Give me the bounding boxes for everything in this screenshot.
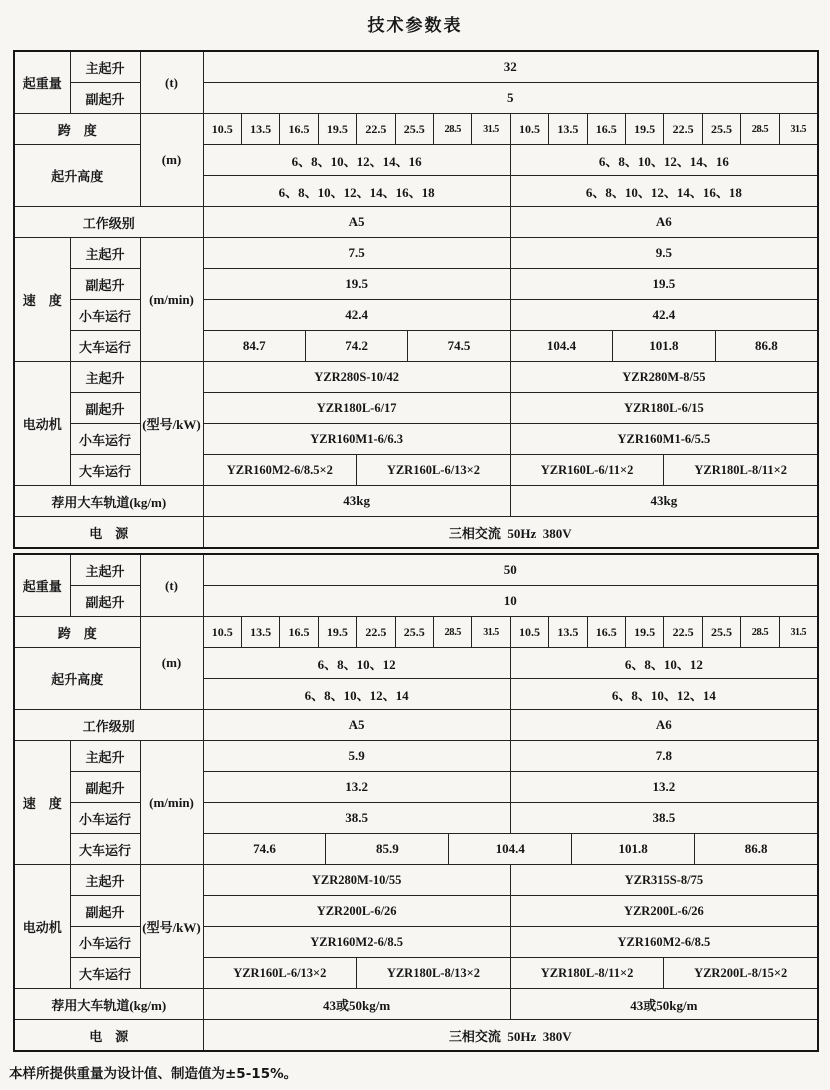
label-rail: 荐用大车轨道(kg/m) bbox=[14, 486, 203, 517]
speed-aux-row bbox=[203, 772, 818, 803]
span-cell: 10.5 bbox=[211, 624, 233, 639]
value-capacity-aux: 5 bbox=[203, 83, 818, 114]
page-title: 技术参数表 bbox=[367, 16, 463, 36]
value-motor-crane: YZR160L-6/11×2 bbox=[510, 455, 664, 485]
motor-main-row bbox=[203, 362, 818, 393]
span-cell: 19.5 bbox=[625, 617, 663, 647]
motor-main-row bbox=[203, 865, 818, 896]
unit-t: (t) bbox=[140, 51, 203, 114]
value-power: 三相交流 50Hz 380V bbox=[203, 517, 818, 549]
value-motor-aux-a6: YZR180L-6/15 bbox=[510, 393, 817, 423]
height-row-2 bbox=[203, 679, 818, 710]
span-cell: 13.5 bbox=[241, 114, 279, 144]
value-speed-crane: 104.4 bbox=[448, 834, 571, 864]
value-speed-trolley-a6: 38.5 bbox=[510, 803, 817, 833]
span-cell: 25.5 bbox=[702, 114, 740, 144]
span-cell: 31.5 bbox=[471, 114, 509, 144]
value-speed-crane: 84.7 bbox=[242, 338, 266, 353]
speed-main-row bbox=[203, 741, 818, 772]
value-speed-crane: 74.6 bbox=[253, 841, 276, 856]
span-cell: 13.5 bbox=[548, 617, 586, 647]
footnote: 本样所提供重量为设计值、制造值为±5-15%。 bbox=[9, 1066, 298, 1082]
value-motor-main-a6: YZR315S-8/75 bbox=[510, 865, 817, 895]
label-main-hoist: 主起升 bbox=[70, 51, 140, 83]
value-height2-a5: 6、8、10、12、14、16、18 bbox=[278, 184, 435, 200]
value-rail-a5: 43或50kg/m bbox=[323, 997, 391, 1013]
value-height1-a5: 6、8、10、12、14、16 bbox=[291, 153, 422, 169]
rail-row bbox=[203, 989, 818, 1020]
label-aux-hoist: 副起升 bbox=[70, 393, 140, 424]
label-motor: 电动机 bbox=[14, 865, 70, 989]
value-speed-aux-a5: 13.2 bbox=[345, 779, 368, 794]
spec-table-50t bbox=[13, 553, 819, 1052]
label-capacity: 起重量 bbox=[14, 51, 70, 114]
value-speed-trolley-a5: 42.4 bbox=[345, 307, 368, 322]
label-crane-travel: 大车运行 bbox=[70, 455, 140, 486]
value-motor-crane: YZR180L-8/11×2 bbox=[510, 958, 664, 988]
span-cell: 10.5 bbox=[510, 617, 548, 647]
label-work-duty: 工作级别 bbox=[14, 207, 203, 238]
label-aux-hoist: 副起升 bbox=[70, 586, 140, 617]
speed-trolley-row bbox=[203, 803, 818, 834]
label-aux-hoist: 副起升 bbox=[70, 896, 140, 927]
span-cell: 25.5 bbox=[395, 114, 433, 144]
unit-m-min: (m/min) bbox=[140, 741, 203, 865]
value-speed-aux-a6: 19.5 bbox=[510, 269, 817, 299]
span-cell: 28.5 bbox=[740, 114, 778, 144]
label-power: 电 源 bbox=[14, 517, 203, 549]
span-cell: 31.5 bbox=[779, 617, 817, 647]
span-cell: 28.5 bbox=[740, 617, 778, 647]
label-power: 电 源 bbox=[14, 1020, 203, 1052]
value-speed-aux-a5: 19.5 bbox=[345, 276, 368, 291]
span-cell: 22.5 bbox=[356, 617, 394, 647]
label-span: 跨 度 bbox=[14, 617, 140, 648]
value-power: 三相交流 50Hz 380V bbox=[203, 1020, 818, 1052]
span-cell: 28.5 bbox=[433, 114, 471, 144]
value-duty-a5: A5 bbox=[348, 214, 365, 229]
value-speed-main-a5: 5.9 bbox=[348, 748, 365, 763]
span-cell: 22.5 bbox=[663, 114, 701, 144]
value-speed-crane: 104.4 bbox=[510, 331, 612, 361]
value-motor-main-a6: YZR280M-8/55 bbox=[510, 362, 817, 392]
label-capacity: 起重量 bbox=[14, 554, 70, 617]
label-motor: 电动机 bbox=[14, 362, 70, 486]
value-speed-crane: 86.8 bbox=[694, 834, 817, 864]
label-lifting-height: 起升高度 bbox=[14, 648, 140, 710]
span-cell: 10.5 bbox=[510, 114, 548, 144]
value-capacity-aux: 10 bbox=[203, 586, 818, 617]
span-cell: 22.5 bbox=[356, 114, 394, 144]
span-values-row bbox=[203, 617, 818, 648]
value-motor-trolley-a5: YZR160M1-6/6.3 bbox=[310, 431, 403, 446]
label-crane-travel: 大车运行 bbox=[70, 331, 140, 362]
label-main-hoist: 主起升 bbox=[70, 554, 140, 586]
value-speed-crane: 74.5 bbox=[407, 331, 509, 361]
label-speed: 速 度 bbox=[14, 238, 70, 362]
unit-m-min: (m/min) bbox=[140, 238, 203, 362]
span-cell: 31.5 bbox=[471, 617, 509, 647]
value-rail-a6: 43kg bbox=[510, 486, 817, 516]
height-row-2 bbox=[203, 176, 818, 207]
value-height2-a5: 6、8、10、12、14 bbox=[304, 687, 409, 703]
motor-aux-row bbox=[203, 393, 818, 424]
label-aux-hoist: 副起升 bbox=[70, 83, 140, 114]
value-height1-a6: 6、8、10、12 bbox=[510, 648, 817, 678]
value-speed-main-a6: 9.5 bbox=[510, 238, 817, 268]
value-speed-aux-a6: 13.2 bbox=[510, 772, 817, 802]
speed-crane-row bbox=[203, 331, 818, 362]
span-cell: 31.5 bbox=[779, 114, 817, 144]
span-cell: 16.5 bbox=[279, 617, 317, 647]
label-trolley-travel: 小车运行 bbox=[70, 803, 140, 834]
span-cell: 25.5 bbox=[395, 617, 433, 647]
speed-crane-row bbox=[203, 834, 818, 865]
value-height2-a6: 6、8、10、12、14 bbox=[510, 679, 817, 709]
motor-trolley-row bbox=[203, 927, 818, 958]
value-speed-crane: 101.8 bbox=[612, 331, 714, 361]
span-cell: 13.5 bbox=[548, 114, 586, 144]
value-speed-crane: 86.8 bbox=[715, 331, 817, 361]
span-values-row bbox=[203, 114, 818, 145]
value-motor-aux-a5: YZR200L-6/26 bbox=[316, 903, 397, 918]
label-speed: 速 度 bbox=[14, 741, 70, 865]
value-duty-a6: A6 bbox=[510, 710, 817, 740]
label-main-hoist: 主起升 bbox=[70, 865, 140, 896]
rail-row bbox=[203, 486, 818, 517]
value-motor-crane: YZR160M2-6/8.5×2 bbox=[226, 462, 333, 477]
label-rail: 荐用大车轨道(kg/m) bbox=[14, 989, 203, 1020]
spec-table-32t bbox=[13, 50, 819, 549]
span-cell: 16.5 bbox=[587, 617, 625, 647]
value-speed-main-a6: 7.8 bbox=[510, 741, 817, 771]
value-speed-main-a5: 7.5 bbox=[348, 245, 365, 260]
value-motor-main-a5: YZR280S-10/42 bbox=[314, 369, 399, 384]
motor-crane-row bbox=[203, 455, 818, 486]
span-cell: 16.5 bbox=[279, 114, 317, 144]
value-motor-crane: YZR160L-6/13×2 bbox=[356, 455, 510, 485]
span-cell: 16.5 bbox=[587, 114, 625, 144]
motor-trolley-row bbox=[203, 424, 818, 455]
label-span: 跨 度 bbox=[14, 114, 140, 145]
value-speed-crane: 74.2 bbox=[305, 331, 407, 361]
label-crane-travel: 大车运行 bbox=[70, 958, 140, 989]
motor-crane-row bbox=[203, 958, 818, 989]
label-trolley-travel: 小车运行 bbox=[70, 300, 140, 331]
value-rail-a6: 43或50kg/m bbox=[510, 989, 817, 1019]
span-cell: 19.5 bbox=[318, 114, 356, 144]
label-main-hoist: 主起升 bbox=[70, 362, 140, 393]
label-main-hoist: 主起升 bbox=[70, 238, 140, 269]
unit-m: (m) bbox=[140, 114, 203, 207]
label-aux-hoist: 副起升 bbox=[70, 772, 140, 803]
label-crane-travel: 大车运行 bbox=[70, 834, 140, 865]
span-cell: 28.5 bbox=[433, 617, 471, 647]
value-height1-a5: 6、8、10、12 bbox=[317, 656, 396, 672]
value-motor-crane: YZR160L-6/13×2 bbox=[233, 965, 327, 980]
value-motor-trolley-a6: YZR160M1-6/5.5 bbox=[510, 424, 817, 454]
height-row-1 bbox=[203, 648, 818, 679]
duty-row bbox=[203, 710, 818, 741]
value-speed-trolley-a6: 42.4 bbox=[510, 300, 817, 330]
label-main-hoist: 主起升 bbox=[70, 741, 140, 772]
height-row-1 bbox=[203, 145, 818, 176]
unit-model-kw: (型号/kW) bbox=[140, 362, 203, 486]
span-cell: 10.5 bbox=[211, 121, 233, 136]
value-speed-trolley-a5: 38.5 bbox=[345, 810, 368, 825]
value-motor-trolley-a6: YZR160M2-6/8.5 bbox=[510, 927, 817, 957]
value-height2-a6: 6、8、10、12、14、16、18 bbox=[510, 176, 817, 206]
span-cell: 13.5 bbox=[241, 617, 279, 647]
motor-aux-row bbox=[203, 896, 818, 927]
span-cell: 22.5 bbox=[663, 617, 701, 647]
value-motor-aux-a5: YZR180L-6/17 bbox=[316, 400, 397, 415]
value-duty-a5: A5 bbox=[348, 717, 365, 732]
duty-row bbox=[203, 207, 818, 238]
unit-t: (t) bbox=[140, 554, 203, 617]
value-motor-crane: YZR200L-8/15×2 bbox=[663, 958, 817, 988]
value-rail-a5: 43kg bbox=[343, 493, 370, 508]
speed-main-row bbox=[203, 238, 818, 269]
label-trolley-travel: 小车运行 bbox=[70, 927, 140, 958]
value-motor-crane: YZR180L-8/13×2 bbox=[356, 958, 510, 988]
value-motor-aux-a6: YZR200L-6/26 bbox=[510, 896, 817, 926]
value-capacity-main: 32 bbox=[203, 51, 818, 83]
speed-aux-row bbox=[203, 269, 818, 300]
value-duty-a6: A6 bbox=[510, 207, 817, 237]
value-speed-crane: 101.8 bbox=[571, 834, 694, 864]
label-aux-hoist: 副起升 bbox=[70, 269, 140, 300]
unit-model-kw: (型号/kW) bbox=[140, 865, 203, 989]
label-lifting-height: 起升高度 bbox=[14, 145, 140, 207]
speed-trolley-row bbox=[203, 300, 818, 331]
value-motor-crane: YZR180L-8/11×2 bbox=[663, 455, 817, 485]
span-cell: 19.5 bbox=[625, 114, 663, 144]
value-motor-trolley-a5: YZR160M2-6/8.5 bbox=[310, 934, 403, 949]
value-height1-a6: 6、8、10、12、14、16 bbox=[510, 145, 817, 175]
span-cell: 25.5 bbox=[702, 617, 740, 647]
span-cell: 19.5 bbox=[318, 617, 356, 647]
label-trolley-travel: 小车运行 bbox=[70, 424, 140, 455]
unit-m: (m) bbox=[140, 617, 203, 710]
value-motor-main-a5: YZR280M-10/55 bbox=[311, 872, 402, 887]
label-work-duty: 工作级别 bbox=[14, 710, 203, 741]
value-capacity-main: 50 bbox=[203, 554, 818, 586]
value-speed-crane: 85.9 bbox=[325, 834, 448, 864]
